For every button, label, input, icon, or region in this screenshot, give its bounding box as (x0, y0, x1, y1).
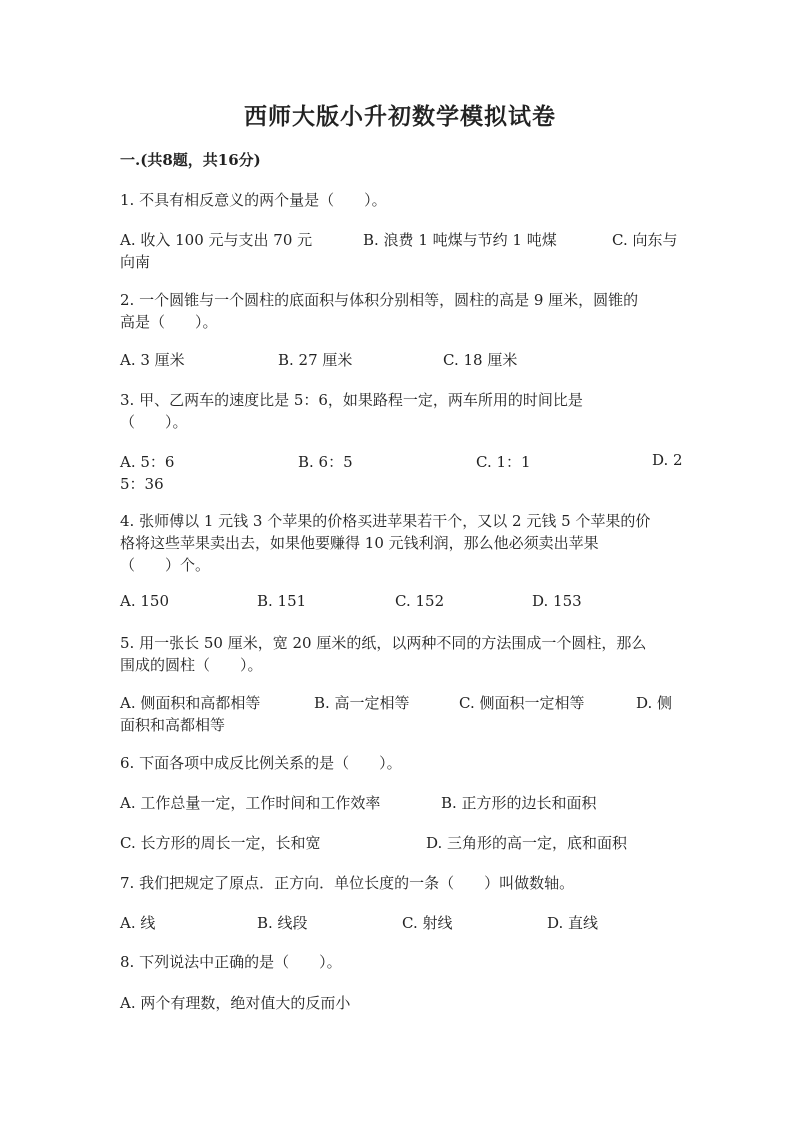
question-5-option-d-cont: 面积和高都相等 (120, 716, 226, 734)
page-title: 西师大版小升初数学模拟试卷 (244, 103, 556, 130)
section-heading: 一.(共8题，共16分) (120, 151, 261, 169)
question-7-option-c[interactable]: C. 射线 (402, 914, 453, 932)
question-4-option-d[interactable]: D. 153 (532, 592, 582, 610)
question-4-stem: 4. 张师傅以 1 元钱 3 个苹果的价格买进苹果若干个，又以 2 元钱 5 个苹果的价 (120, 512, 651, 530)
question-1-option-c-cont: 向南 (120, 253, 151, 271)
question-8-option-a[interactable]: A. 两个有理数，绝对值大的反而小 (120, 994, 351, 1012)
question-2-option-c[interactable]: C. 18 厘米 (443, 351, 518, 369)
question-5-option-d[interactable]: D. 侧 (636, 694, 673, 712)
question-1-option-a[interactable]: A. 收入 100 元与支出 70 元 (120, 231, 313, 249)
question-4-option-c[interactable]: C. 152 (395, 592, 445, 610)
question-4-option-b[interactable]: B. 151 (257, 592, 307, 610)
question-6-option-c[interactable]: C. 长方形的周长一定，长和宽 (120, 834, 321, 852)
question-4-stem-cont-2: （ ）个。 (120, 556, 211, 574)
question-7-stem: 7. 我们把规定了原点．正方向．单位长度的一条（ ）叫做数轴。 (120, 874, 575, 892)
question-6-option-b[interactable]: B. 正方形的边长和面积 (441, 794, 597, 812)
question-2-option-a[interactable]: A. 3 厘米 (120, 351, 185, 369)
question-7-option-a[interactable]: A. 线 (120, 914, 156, 932)
question-3-option-d-cont: 5：36 (120, 475, 164, 493)
question-1-option-b[interactable]: B. 浪费 1 吨煤与节约 1 吨煤 (363, 231, 557, 249)
question-3-option-a[interactable]: A. 5：6 (120, 453, 175, 471)
question-4-stem-cont-1: 格将这些苹果卖出去，如果他要赚得 10 元钱利润，那么他必须卖出苹果 (120, 534, 599, 552)
question-5-option-b[interactable]: B. 高一定相等 (314, 694, 410, 712)
question-4-option-a[interactable]: A. 150 (120, 592, 169, 610)
question-3-stem-cont: （ ）。 (120, 413, 188, 431)
question-5-option-c[interactable]: C. 侧面积一定相等 (459, 694, 585, 712)
question-6-stem: 6. 下面各项中成反比例关系的是（ ）。 (120, 754, 402, 772)
question-5-stem-cont: 围成的圆柱（ ）。 (120, 656, 263, 674)
question-7-option-b[interactable]: B. 线段 (257, 914, 308, 932)
question-3-stem: 3. 甲、乙两车的速度比是 5：6，如果路程一定，两车所用的时间比是 (120, 391, 583, 409)
question-3-option-b[interactable]: B. 6：5 (298, 453, 353, 471)
question-5-option-a[interactable]: A. 侧面积和高都相等 (120, 694, 261, 712)
question-1-option-c[interactable]: C. 向东与 (612, 231, 678, 249)
question-6-option-d[interactable]: D. 三角形的高一定，底和面积 (426, 834, 628, 852)
question-5-stem: 5. 用一张长 50 厘米，宽 20 厘米的纸，以两种不同的方法围成一个圆柱，那么 (120, 634, 647, 652)
question-2-option-b[interactable]: B. 27 厘米 (278, 351, 353, 369)
question-2-stem-cont: 高是（ ）。 (120, 313, 218, 331)
question-6-option-a[interactable]: A. 工作总量一定，工作时间和工作效率 (120, 794, 381, 812)
question-7-option-d[interactable]: D. 直线 (547, 914, 599, 932)
question-2-stem: 2. 一个圆锥与一个圆柱的底面积与体积分别相等，圆柱的高是 9 厘米，圆锥的 (120, 291, 639, 309)
question-8-stem: 8. 下列说法中正确的是（ ）。 (120, 953, 342, 971)
question-1-stem: 1. 不具有相反意义的两个量是（ ）。 (120, 191, 387, 209)
question-3-option-d[interactable]: D. 2 (652, 451, 683, 469)
question-3-option-c[interactable]: C. 1：1 (476, 453, 531, 471)
